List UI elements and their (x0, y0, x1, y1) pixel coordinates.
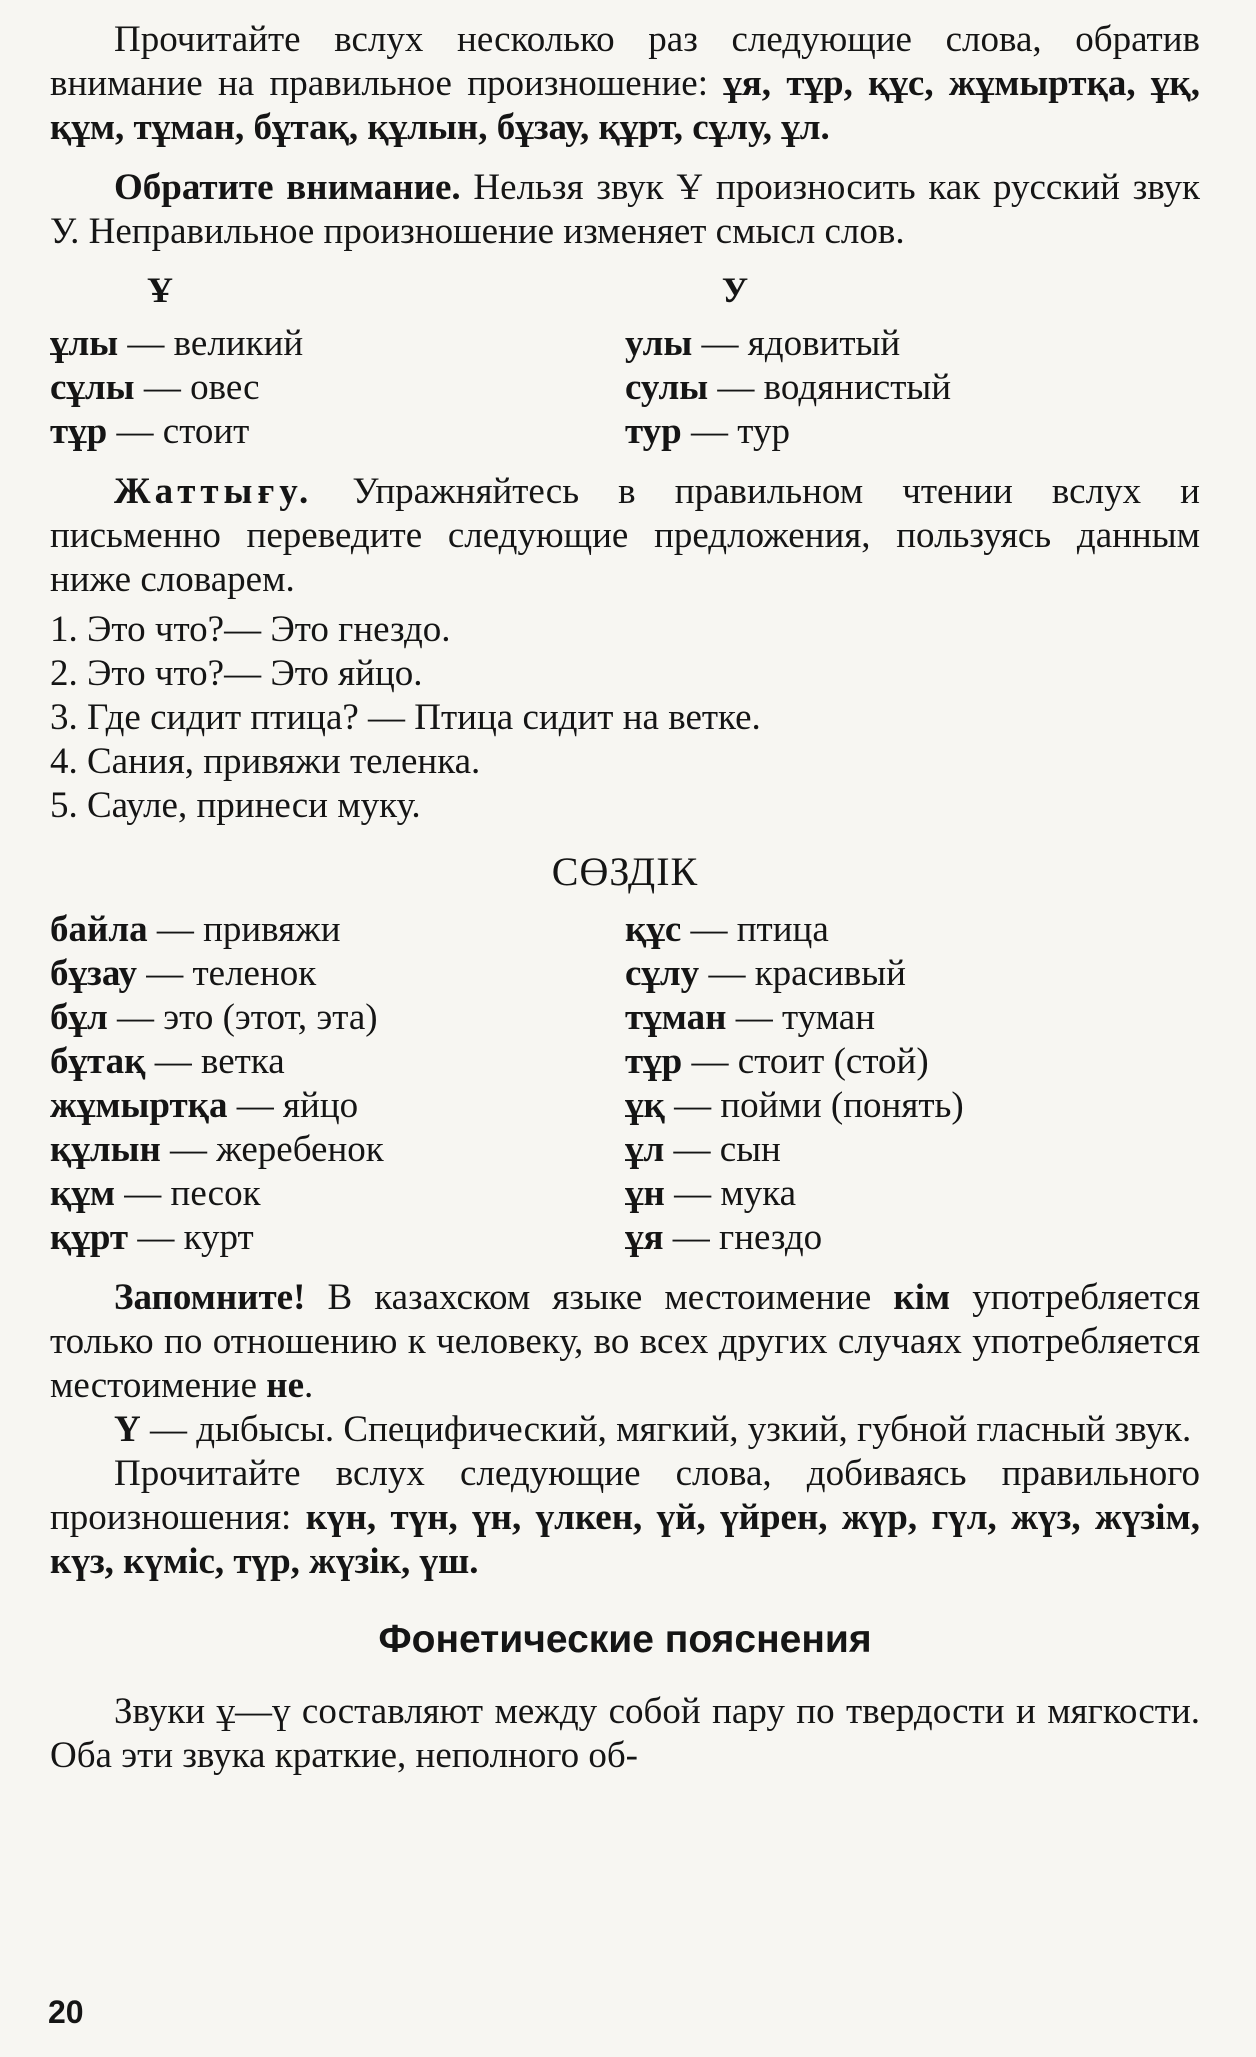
dictionary-meaning: — птица (681, 909, 829, 950)
textbook-page (50, 18, 1200, 1778)
comparison-right-head: У (721, 270, 749, 310)
dictionary-word: құлын (50, 1129, 161, 1170)
dictionary-word: бұл (50, 997, 108, 1038)
dictionary-meaning: — пойми (понять) (664, 1085, 964, 1126)
exercise-item: 5. Сауле, принеси муку. (50, 785, 421, 826)
dictionary-word: ұқ (625, 1085, 665, 1126)
remember-pronoun-kim: кім (893, 1277, 951, 1318)
dictionary-word: ұл (625, 1129, 665, 1170)
sound-text: — дыбысы. Специфический, мягкий, узкий, губной гласный звук. (140, 1409, 1192, 1450)
dictionary-entry (625, 908, 1200, 952)
dictionary-word: құм (50, 1173, 116, 1214)
dictionary-entry (625, 996, 1200, 1040)
remember-label: Запомните! (114, 1277, 306, 1318)
comparison-meaning: — великий (118, 323, 304, 364)
comparison-row (50, 366, 625, 410)
comparison-row (50, 410, 625, 454)
sound-label: Ү (114, 1409, 141, 1450)
dictionary-word: жұмыртқа (50, 1085, 228, 1126)
page-number: 20 (48, 1994, 84, 2030)
attention-text: Нельзя звук Ұ произносить как русский звук У. Неправильное произношение изменяет смысл слов. (50, 167, 1200, 252)
dictionary-meaning: — ветка (145, 1041, 285, 1082)
comparison-word: сұлы (50, 367, 135, 408)
dictionary-entry (50, 996, 625, 1040)
dictionary-word: ұя (625, 1217, 664, 1258)
dictionary-meaning: — это (этот, эта) (107, 997, 378, 1038)
dictionary-meaning: — стоит (стой) (682, 1041, 929, 1082)
dictionary-entry (50, 952, 625, 996)
remember-paragraph (50, 1276, 1200, 1408)
phonetic-paragraph: Звуки ұ—ү составляют между собой пару по твердости и мягкости. Оба эти звука краткие, неполного об- (50, 1691, 1200, 1776)
exercise-list (50, 608, 1200, 828)
dictionary-meaning: — песок (115, 1173, 261, 1214)
dictionary-word: ұн (625, 1173, 665, 1214)
dictionary-meaning: — привяжи (147, 909, 341, 950)
sound-paragraph (50, 1408, 1200, 1452)
dictionary-word: тұр (625, 1041, 683, 1082)
dictionary-meaning: — туман (726, 997, 876, 1038)
dictionary-entry (625, 1040, 1200, 1084)
exercise-item: 2. Это что?— Это яйцо. (50, 653, 423, 694)
comparison-meaning: — ядовитый (692, 323, 901, 364)
dictionary-entry (50, 908, 625, 952)
comparison-word: ұлы (50, 323, 119, 364)
dictionary-word: құс (625, 909, 682, 950)
dictionary-word: бұзау (50, 953, 137, 994)
comparison-meaning: — тур (681, 411, 790, 452)
dictionary-entry (50, 1172, 625, 1216)
comparison-left-head: Ұ (147, 270, 173, 310)
intro-words: ұя, тұр, құс, жұмыртқа, ұқ, құм, тұман, бұтақ, құлын, бұзау, құрт, сұлу, ұл. (50, 63, 1200, 148)
dictionary-word: тұман (625, 997, 727, 1038)
dictionary-meaning: — яйцо (227, 1085, 359, 1126)
intro-paragraph (50, 18, 1200, 150)
remember-text: употребляется только по отношению к человеку, во всех других случаях употребляется местоимение (50, 1277, 1200, 1406)
dictionary-entry (625, 1084, 1200, 1128)
dictionary-word: сұлу (625, 953, 700, 994)
read-words: күн, түн, үн, үлкен, үй, үйрен, жүр, гүл, жүз, жүзім, күз, күміс, түр, жүзік, үш. (50, 1497, 1200, 1582)
dictionary-title: СӨЗДІК (551, 849, 699, 894)
dictionary-entry (625, 1172, 1200, 1216)
exercise-paragraph (50, 470, 1200, 602)
intro-text: Прочитайте вслух несколько раз следующие слова, обратив внимание на правильное произношение: (50, 19, 1200, 104)
exercise-item: 4. Сания, привяжи теленка. (50, 741, 481, 782)
comparison-meaning: — овес (134, 367, 260, 408)
attention-label: Обратите внимание. (114, 167, 461, 208)
dictionary-meaning: — красивый (699, 953, 906, 994)
read-paragraph (50, 1452, 1200, 1584)
remember-pronoun-ne: не (266, 1365, 305, 1406)
read-text: Прочитайте вслух следующие слова, добиваясь правильного произношения: (50, 1453, 1200, 1538)
comparison-left-column (50, 254, 625, 454)
comparison-word: улы (625, 323, 693, 364)
attention-paragraph (50, 166, 1200, 254)
dictionary-right-column (625, 908, 1200, 1260)
dictionary-meaning: — гнездо (663, 1217, 823, 1258)
dictionary-left-column (50, 908, 625, 1260)
dictionary-entry (625, 1128, 1200, 1172)
exercise-item: 3. Где сидит птица? — Птица сидит на ветке. (50, 697, 761, 738)
exercise-text: Упражняйтесь в правильном чтении вслух и письменно переведите следующие предложения, пользуясь данным ниже словарем. (50, 471, 1200, 600)
comparison-meaning: — стоит (107, 411, 250, 452)
comparison-right-column (625, 254, 1200, 454)
dictionary-meaning: — мука (664, 1173, 797, 1214)
dictionary-word: бұтақ (50, 1041, 146, 1082)
dictionary-meaning: — теленок (137, 953, 317, 994)
comparison-word: тур (625, 411, 682, 452)
phonetic-title: Фонетические пояснения (378, 1618, 872, 1661)
comparison-row (625, 322, 1200, 366)
exercise-item: 1. Это что?— Это гнездо. (50, 609, 451, 650)
exercise-label: Жаттығу. (114, 471, 314, 512)
dictionary-entry (50, 1128, 625, 1172)
remember-text: В казахском языке местоимение (305, 1277, 894, 1318)
comparison-table (50, 254, 1200, 454)
dictionary-word: байла (50, 909, 148, 950)
remember-text: . (304, 1365, 314, 1406)
comparison-row (50, 322, 625, 366)
dictionary-table (50, 908, 1200, 1260)
dictionary-entry (625, 952, 1200, 996)
dictionary-entry (50, 1216, 625, 1260)
dictionary-entry (625, 1216, 1200, 1260)
comparison-word: сулы (625, 367, 709, 408)
comparison-word: тұр (50, 411, 108, 452)
dictionary-meaning: — сын (664, 1129, 781, 1170)
dictionary-entry (50, 1084, 625, 1128)
dictionary-word: құрт (50, 1217, 129, 1258)
comparison-row (625, 410, 1200, 454)
comparison-row (625, 366, 1200, 410)
dictionary-meaning: — жеребенок (160, 1129, 384, 1170)
dictionary-meaning: — курт (128, 1217, 254, 1258)
dictionary-entry (50, 1040, 625, 1084)
comparison-meaning: — водянистый (708, 367, 952, 408)
